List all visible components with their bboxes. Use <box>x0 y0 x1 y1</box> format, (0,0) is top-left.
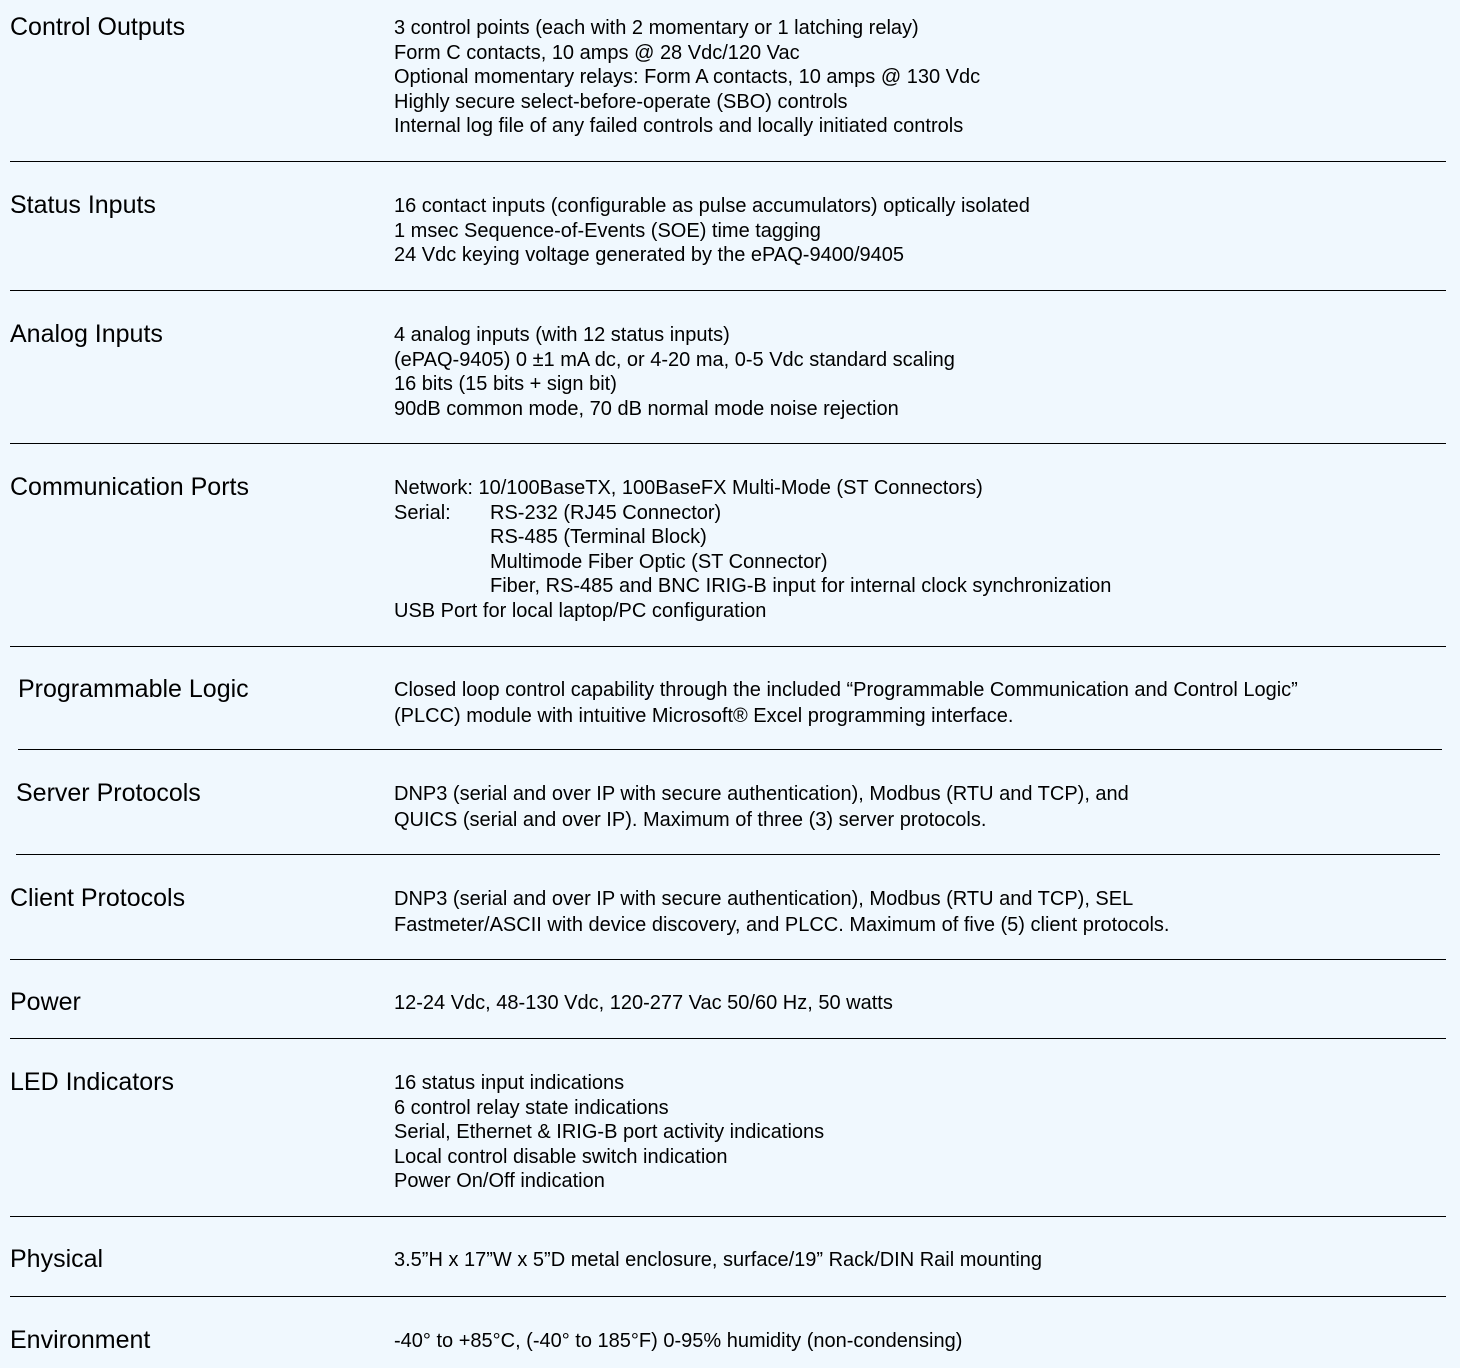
content-line: Internal log file of any failed controls and locally initiated controls <box>394 115 964 138</box>
section-label-led-indicators: LED Indicators <box>10 1068 174 1096</box>
content-line: Closed loop control capability through the included “Programmable Communication and Control Logic” <box>394 679 1298 701</box>
divider <box>10 1296 1446 1297</box>
content-line: 24 Vdc keying voltage generated by the ePAQ-9400/9405 <box>394 244 904 267</box>
section-label-control-outputs: Control Outputs <box>10 13 186 41</box>
section-label-environment: Environment <box>10 1326 151 1354</box>
section-content-server-protocols <box>394 782 1129 834</box>
content-line: 16 contact inputs (configurable as pulse accumulators) optically isolated <box>394 195 1030 217</box>
content-line: 90dB common mode, 70 dB normal mode noise rejection <box>394 397 899 420</box>
section-content-programmable-logic <box>394 678 1298 730</box>
section-content-environment <box>394 1329 962 1354</box>
content-line: Highly secure select-before-operate (SBO) controls <box>394 90 848 113</box>
content-line: 6 control relay state indications <box>394 1096 669 1119</box>
section-content-led-indicators <box>394 1071 824 1194</box>
content-line: (PLCC) module with intuitive Microsoft® Excel programming interface. <box>394 705 1014 727</box>
serial-line <box>394 501 1111 526</box>
section-label-programmable-logic: Programmable Logic <box>18 675 249 703</box>
serial-item: Fiber, RS-485 and BNC IRIG-B input for internal clock synchronization <box>490 575 1112 598</box>
content-line: DNP3 (serial and over IP with secure authentication), Modbus (RTU and TCP), SEL <box>394 888 1134 910</box>
serial-item: RS-232 (RJ45 Connector) <box>490 501 722 524</box>
network-line: Network: 10/100BaseTX, 100BaseFX Multi-Mode (ST Connectors) <box>394 477 983 499</box>
serial-line <box>394 550 1111 575</box>
section-content-control-outputs <box>394 16 980 139</box>
section-label-power: Power <box>10 988 81 1016</box>
serial-label: Serial: <box>394 501 451 524</box>
divider <box>18 749 1442 750</box>
divider <box>10 1038 1446 1039</box>
serial-line <box>394 574 1111 599</box>
content-line: Local control disable switch indication <box>394 1145 728 1168</box>
serial-item: RS-485 (Terminal Block) <box>490 526 707 549</box>
content-line: Form C contacts, 10 amps @ 28 Vdc/120 Vac <box>394 41 800 64</box>
content-line: Fastmeter/ASCII with device discovery, and PLCC. Maximum of five (5) client protocols. <box>394 914 1170 936</box>
section-content-communication-ports <box>394 476 1111 624</box>
serial-line <box>394 525 1111 550</box>
content-line: 16 bits (15 bits + sign bit) <box>394 373 617 396</box>
divider <box>10 1216 1446 1217</box>
section-content-physical <box>394 1248 1042 1273</box>
section-label-status-inputs: Status Inputs <box>10 191 156 219</box>
divider <box>10 443 1446 444</box>
content-line: 12-24 Vdc, 48-130 Vdc, 120-277 Vac 50/60 Hz, 50 watts <box>394 992 893 1014</box>
content-line: Optional momentary relays: Form A contacts, 10 amps @ 130 Vdc <box>394 66 981 89</box>
divider <box>10 959 1446 960</box>
content-line: Power On/Off indication <box>394 1170 605 1193</box>
section-label-client-protocols: Client Protocols <box>10 884 186 912</box>
section-label-server-protocols: Server Protocols <box>16 779 201 807</box>
section-content-power <box>394 991 893 1016</box>
serial-item: Multimode Fiber Optic (ST Connector) <box>490 550 828 573</box>
content-line: (ePAQ-9405) 0 ±1 mA dc, or 4-20 ma, 0-5 Vdc standard scaling <box>394 348 955 371</box>
divider <box>16 854 1440 855</box>
section-label-physical: Physical <box>10 1245 104 1273</box>
section-content-status-inputs <box>394 194 1030 268</box>
divider <box>10 161 1446 162</box>
content-line: -40° to +85°C, (-40° to 185°F) 0-95% humidity (non-condensing) <box>394 1330 963 1352</box>
content-line: 16 status input indications <box>394 1072 625 1094</box>
divider <box>10 290 1446 291</box>
content-line: DNP3 (serial and over IP with secure authentication), Modbus (RTU and TCP), and <box>394 783 1129 805</box>
content-line: 4 analog inputs (with 12 status inputs) <box>394 324 730 346</box>
section-content-analog-inputs <box>394 323 955 421</box>
divider <box>10 646 1446 647</box>
content-line: 1 msec Sequence-of-Events (SOE) time tagging <box>394 219 821 242</box>
content-line: 3.5”H x 17”W x 5”D metal enclosure, surface/19” Rack/DIN Rail mounting <box>394 1249 1043 1271</box>
content-line: QUICS (serial and over IP). Maximum of three (3) server protocols. <box>394 809 987 831</box>
section-content-client-protocols <box>394 887 1169 939</box>
content-line: Serial, Ethernet & IRIG-B port activity indications <box>394 1121 825 1144</box>
usb-line: USB Port for local laptop/PC configuration <box>394 599 767 622</box>
section-label-analog-inputs: Analog Inputs <box>10 320 163 348</box>
content-line: 3 control points (each with 2 momentary or 1 latching relay) <box>394 17 919 39</box>
section-label-communication-ports: Communication Ports <box>10 473 249 501</box>
